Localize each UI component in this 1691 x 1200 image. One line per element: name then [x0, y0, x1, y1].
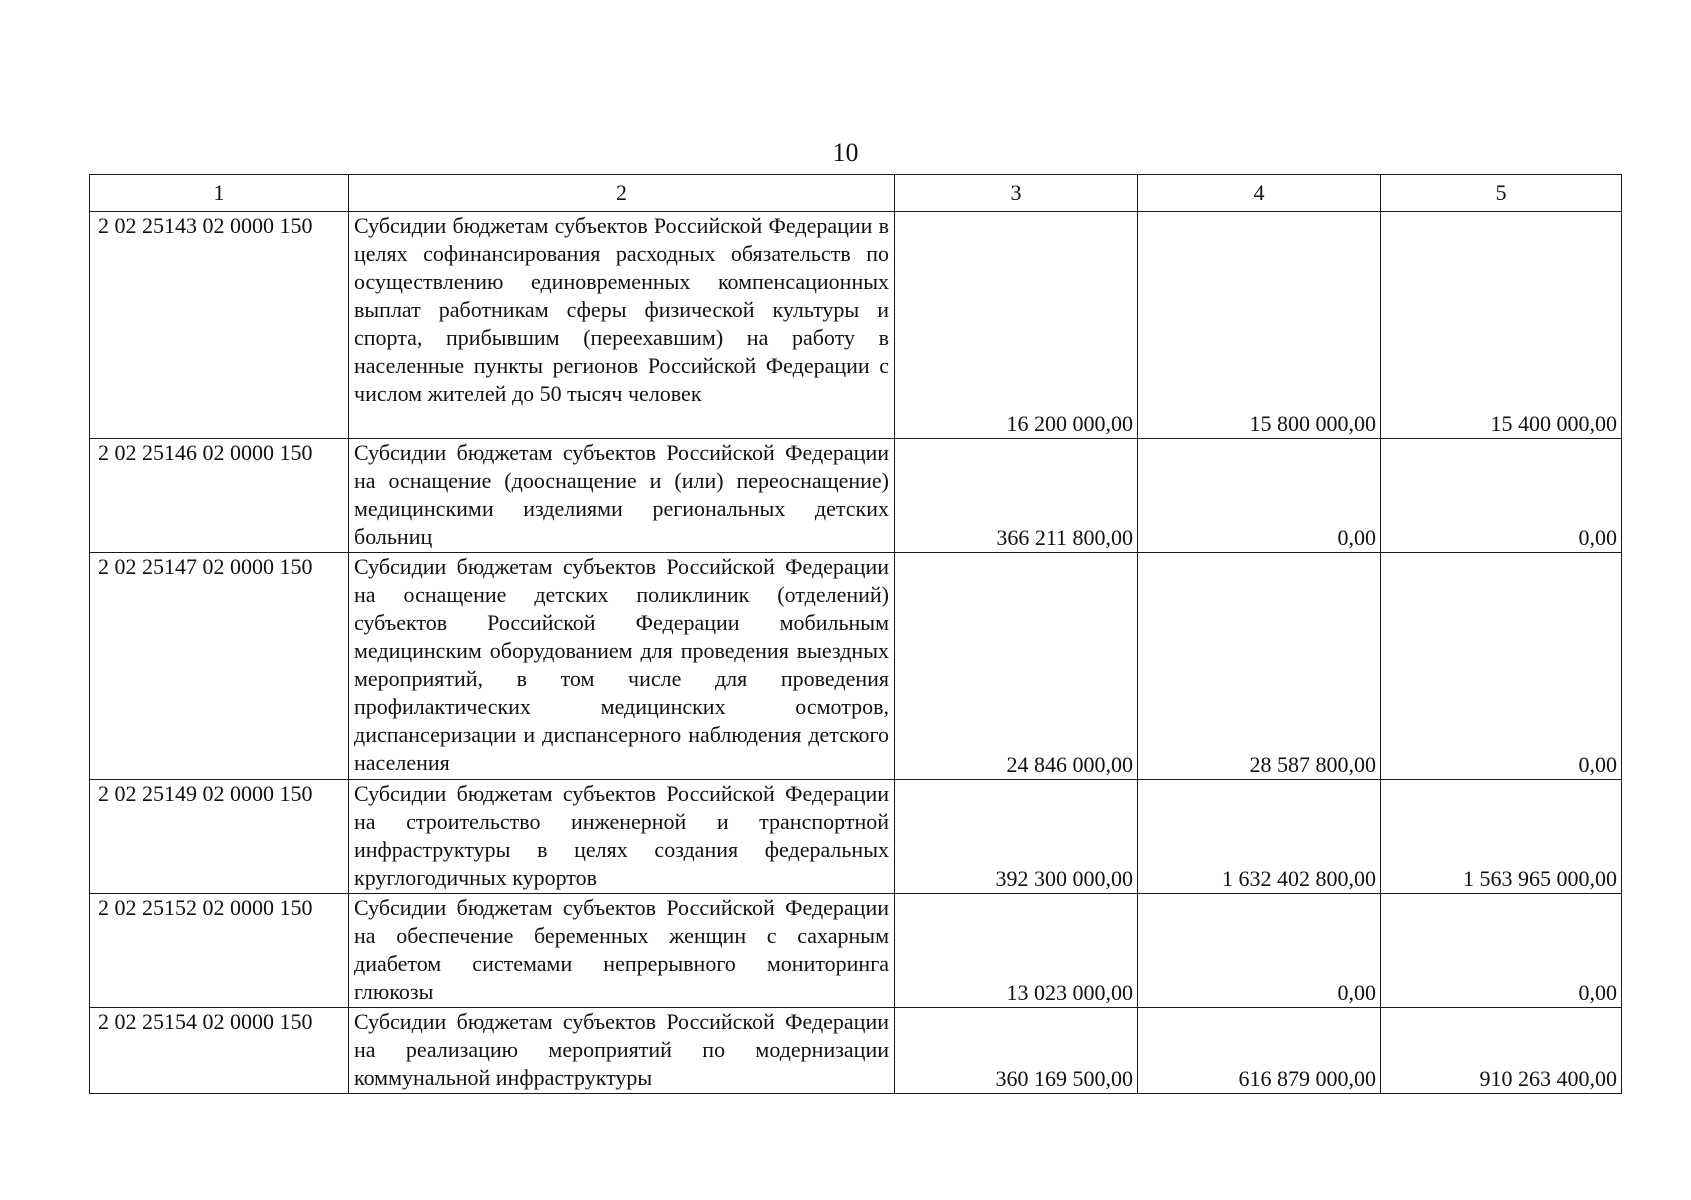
row-description: Субсидии бюджетам субъектов Российской Федерации на оснащение (дооснащение и (или) переоснащение) медицинскими изделиями региональных детских больниц	[349, 439, 895, 553]
row-value-col4: 28 587 800,00	[1138, 553, 1381, 780]
row-value-col4: 15 800 000,00	[1138, 212, 1381, 439]
row-value-col5: 1 563 965 000,00	[1381, 780, 1622, 894]
row-code: 2 02 25147 02 0000 150	[90, 553, 349, 780]
page-number: 10	[832, 138, 859, 167]
row-value-col3: 366 211 800,00	[895, 439, 1138, 553]
row-description: Субсидии бюджетам субъектов Российской Федерации на обеспечение беременных женщин с сахарным диабетом системами непрерывного мониторинга глюкозы	[349, 894, 895, 1008]
column-header-4: 4	[1138, 175, 1381, 212]
row-code: 2 02 25149 02 0000 150	[90, 780, 349, 894]
row-value-col5: 910 263 400,00	[1381, 1008, 1622, 1094]
row-value-col4: 0,00	[1138, 439, 1381, 553]
row-value-col5: 0,00	[1381, 439, 1622, 553]
budget-table	[89, 174, 1622, 1094]
row-value-col5: 0,00	[1381, 894, 1622, 1008]
row-description: Субсидии бюджетам субъектов Российской Федерации на реализацию мероприятий по модернизации коммунальной инфраструктуры	[349, 1008, 895, 1094]
column-header-2: 2	[349, 175, 895, 212]
row-description: Субсидии бюджетам субъектов Российской Федерации на строительство инженерной и транспортной инфраструктуры в целях создания федеральных круглогодичных курортов	[349, 780, 895, 894]
row-value-col5: 15 400 000,00	[1381, 212, 1622, 439]
row-value-col5: 0,00	[1381, 553, 1622, 780]
row-code: 2 02 25146 02 0000 150	[90, 439, 349, 553]
column-header-5: 5	[1381, 175, 1622, 212]
row-value-col3: 13 023 000,00	[895, 894, 1138, 1008]
row-value-col4: 0,00	[1138, 894, 1381, 1008]
row-code: 2 02 25152 02 0000 150	[90, 894, 349, 1008]
row-value-col3: 16 200 000,00	[895, 212, 1138, 439]
row-value-col3: 24 846 000,00	[895, 553, 1138, 780]
table-row	[90, 212, 1622, 439]
table-row	[90, 553, 1622, 780]
row-value-col4: 1 632 402 800,00	[1138, 780, 1381, 894]
row-description: Субсидии бюджетам субъектов Российской Федерации в целях софинансирования расходных обязательств по осуществлению единовременных компенсационных выплат работникам сферы физической культуры и спорта, прибывшим (переехавшим) на работу в населенные пункты регионов Российской Федерации с числом жителей до 50 тысяч человек	[349, 212, 895, 439]
row-value-col4: 616 879 000,00	[1138, 1008, 1381, 1094]
row-code: 2 02 25143 02 0000 150	[90, 212, 349, 439]
table-header-row	[90, 175, 1622, 212]
row-value-col3: 360 169 500,00	[895, 1008, 1138, 1094]
table-row	[90, 780, 1622, 894]
table-row	[90, 894, 1622, 1008]
column-header-3: 3	[895, 175, 1138, 212]
row-value-col3: 392 300 000,00	[895, 780, 1138, 894]
row-code: 2 02 25154 02 0000 150	[90, 1008, 349, 1094]
row-description: Субсидии бюджетам субъектов Российской Федерации на оснащение детских поликлиник (отделений) субъектов Российской Федерации мобильным медицинским оборудованием для проведения выездных мероприятий, в том числе для проведения профилактических медицинских осмотров, диспансеризации и диспансерного наблюдения детского населения	[349, 553, 895, 780]
column-header-1: 1	[90, 175, 349, 212]
table-row	[90, 1008, 1622, 1094]
table-row	[90, 439, 1622, 553]
